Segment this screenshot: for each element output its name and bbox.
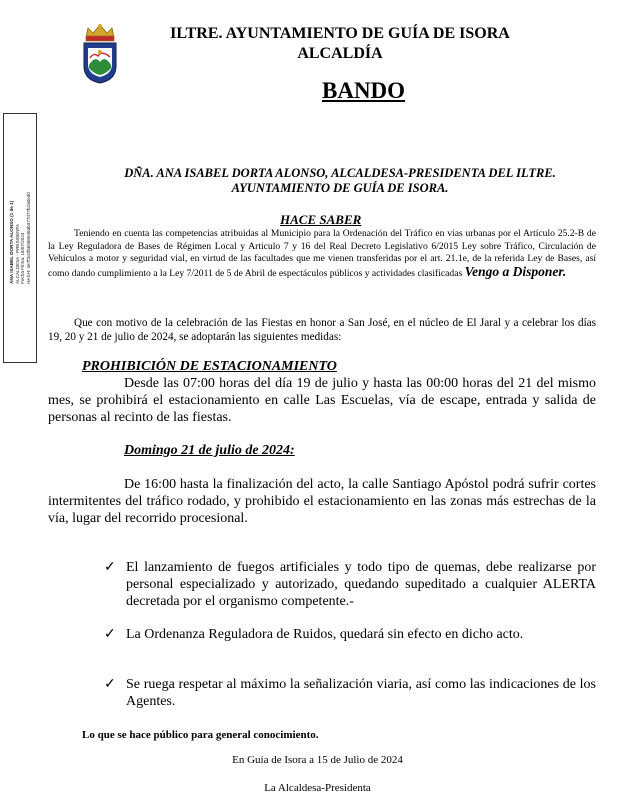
domingo-heading: Domingo 21 de julio de 2024: [124, 443, 295, 458]
list-item: El lanzamiento de fuegos artificiales y todo tipo de quemas, debe realizarse por personal especializado y autorizado, quedando supeditado a cualquier ALERTA decretada por el organismo competente.- [126, 560, 596, 609]
motivo-paragraph: Que con motivo de la celebración de las Fiestas en honor a San José, en el núcleo de El Jaral y a celebrar los días 19, 20 y 21 de julio de 2024, se adoptarán las siguientes medidas: [48, 317, 596, 343]
signer-title: La Alcaldesa-Presidenta [264, 782, 371, 794]
signature-box [3, 113, 37, 363]
intro-block [80, 166, 600, 196]
signature-name: ANA ISABEL DORTA ALONSO (1 de 1) [8, 200, 14, 284]
check-icon: ✓ [104, 627, 116, 642]
signature-hash: HASH: 4e7f3c0f56568546ab377d77b2a0ed0 [25, 192, 31, 284]
hace-saber-heading: HACE SABER [280, 212, 362, 227]
prohibicion-text: Desde las 07:00 horas del día 19 de julio y hasta las 00:00 horas del 21 del mismo mes, se prohibirá el estacionamiento en calle Las Escuelas, vía de escape, entrada y salida de personas al recinto de las fiestas. [48, 376, 596, 425]
intro-line-2: AYUNTAMIENTO DE GUÍA DE ISORA. [231, 181, 449, 195]
check-icon: ✓ [104, 560, 116, 575]
preamble-text: Teniendo en cuenta las competencias atribuidas al Municipio para la Ordenación del Tráfico en vías urbanas por el Artículo 25.2-B de la Ley Reguladora de Bases de Régimen Local y Artículo 7 y 16 del Real Decreto Legislativo 6/2015 Ley sobre Tráfico, Circulación de Vehículos a motor y seguridad vial, en virtud de las facultades que me vienen transferidas por el art. 21.1e, de la referida Ley de Bases, así como dando cumplimiento a la Ley 7/2011 de 5 de Abril de espectáculos públicos y actividades clasificadas [48, 228, 596, 279]
preamble-paragraph [48, 228, 596, 280]
place-date: En Guía de Isora a 15 de Julio de 2024 [232, 754, 403, 766]
domingo-text: De 16:00 hasta la finalización del acto, la calle Santiago Apóstol podrá sufrir cortes intermitentes del tráfico rodado, y prohibido el estacionamiento en las zonas más estrechas de la vía, lugar del recorrido procesional. [48, 477, 596, 526]
list-item: La Ordenanza Reguladora de Ruidos, quedará sin efecto en dicho acto. [126, 627, 524, 642]
header-subtitle: ALCALDÍA [297, 45, 383, 62]
bando-title: BANDO [322, 78, 406, 103]
prohibicion-heading: PROHIBICIÓN DE ESTACIONAMIENTO [82, 359, 337, 374]
check-icon: ✓ [104, 677, 116, 692]
intro-line-1: DÑA. ANA ISABEL DORTA ALONSO, ALCALDESA-PRESIDENTA DEL ILTRE. [124, 166, 556, 180]
coat-of-arms-icon [80, 22, 120, 84]
signature-role: ALCALDESA - PRESIDENTA [14, 223, 20, 284]
header-title: ILTRE. AYUNTAMIENTO DE GUÍA DE ISORA [170, 25, 510, 42]
list-item: Se ruega respetar al máximo la señalización viaria, así como las indicaciones de los Agentes. [126, 677, 596, 709]
vengo-a-disponer: Vengo a Disponer. [464, 263, 567, 279]
closing-statement: Lo que se hace público para general conocimiento. [82, 729, 319, 741]
signature-date: Fecha Firma: 16/07/2024 [20, 232, 25, 284]
